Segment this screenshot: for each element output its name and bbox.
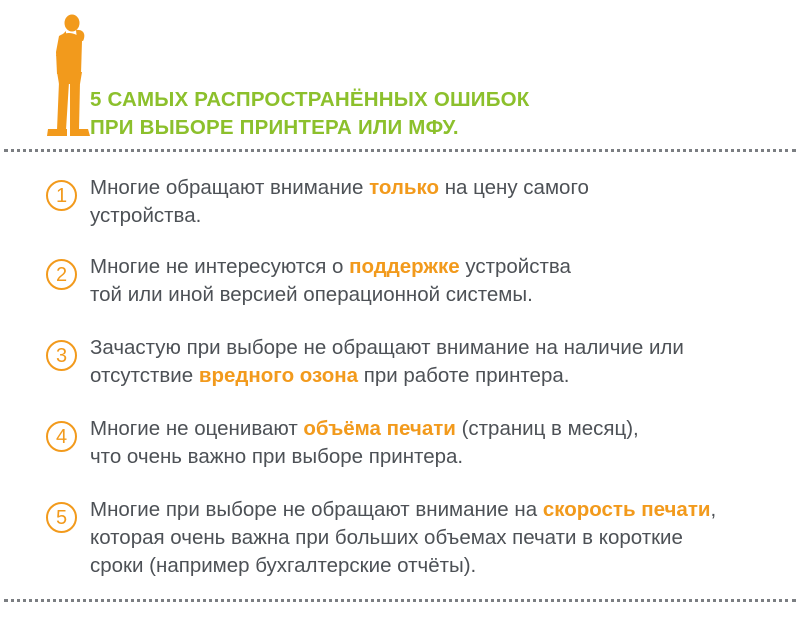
highlighted-keyword: только (369, 176, 439, 199)
number-badge: 5 (46, 502, 77, 533)
number-badge: 1 (46, 180, 77, 211)
item-text (90, 334, 790, 390)
text-segment: устройства (459, 255, 571, 278)
number-badge: 3 (46, 340, 77, 371)
highlighted-keyword: вредного озона (198, 364, 359, 387)
item-text (90, 174, 790, 230)
highlighted-keyword: поддержке (349, 255, 460, 278)
title-line-2: ПРИ ВЫБОРЕ ПРИНТЕРА ИЛИ МФУ. (90, 116, 459, 139)
item-text (90, 496, 790, 580)
item-text (90, 415, 790, 471)
top-dotted-divider (4, 149, 796, 152)
item-text (90, 253, 790, 309)
text-segment: Многие не оценивают (90, 417, 304, 440)
bottom-dotted-divider (4, 599, 796, 602)
text-line: что очень важно при выборе принтера. (90, 445, 464, 468)
text-segment: на цену самого (439, 176, 589, 199)
text-line: устройства. (90, 204, 202, 227)
page-title (90, 86, 530, 142)
text-segment: (страниц в месяц), (455, 417, 639, 440)
text-segment: при работе принтера. (358, 364, 570, 387)
highlighted-keyword: скорость печати (542, 498, 711, 521)
text-segment: Многие не интересуются о (90, 255, 350, 278)
text-line: сроки (например бухгалтерские отчёты). (90, 554, 477, 577)
number-badge: 4 (46, 421, 77, 452)
text-segment: отсутствие (90, 364, 199, 387)
text-line: которая очень важна при больших объемах печати в короткие (90, 526, 683, 549)
text-line: той или иной версией операционной системы. (90, 283, 533, 306)
text-segment: Многие обращают внимание (90, 176, 370, 199)
title-line-1: 5 САМЫХ РАСПРОСТРАНЁННЫХ ОШИБОК (90, 88, 530, 111)
highlighted-keyword: объёма печати (303, 417, 456, 440)
text-line: Зачастую при выборе не обращают внимание на наличие или (90, 336, 684, 359)
text-segment: Многие при выборе не обращают внимание на (90, 498, 543, 521)
number-badge: 2 (46, 259, 77, 290)
text-segment: , (710, 498, 717, 521)
